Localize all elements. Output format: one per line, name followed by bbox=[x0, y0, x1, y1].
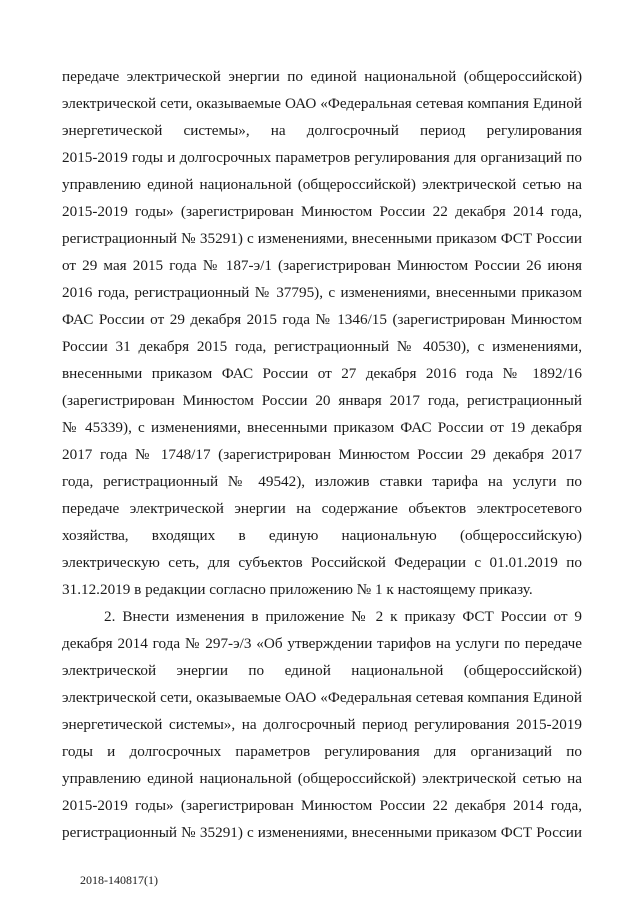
text-line: электрической сети, оказываемые ОАО «Федеральная сетевая компания Единой bbox=[62, 689, 582, 706]
text-line: управлению единой национальной (общероссийской) электрической сетью на bbox=[62, 770, 582, 787]
text-line: электрическую сеть, для субъектов Российской Федерации с 01.01.2019 по bbox=[62, 554, 582, 571]
document-footer-id: 2018-140817(1) bbox=[80, 873, 158, 887]
text-line: управлению единой национальной (общероссийской) электрической сетью на bbox=[62, 176, 582, 193]
text-line: регистрационный № 35291) с изменениями, внесенными приказом ФСТ России bbox=[62, 230, 582, 247]
text-line: 2015-2019 годы» (зарегистрирован Минюстом России 22 декабря 2014 года, bbox=[62, 797, 582, 814]
text-line: 2015-2019 годы» (зарегистрирован Минюстом России 22 декабря 2014 года, bbox=[62, 203, 582, 220]
text-line: годы и долгосрочных параметров регулирования для организаций по bbox=[62, 743, 582, 760]
text-line: энергетической системы», на долгосрочный период регулирования bbox=[62, 122, 582, 139]
text-line: года, регистрационный № 49542), изложив ставки тарифа на услуги по bbox=[62, 473, 582, 490]
text-line: декабря 2014 года № 297-э/3 «Об утверждении тарифов на услуги по передаче bbox=[62, 635, 582, 652]
paragraph-2-first-line: 2. Внести изменения в приложение № 2 к приказу ФСТ России от 9 bbox=[104, 608, 582, 625]
text-line: ФАС России от 29 декабря 2015 года № 1346/15 (зарегистрирован Минюстом bbox=[62, 311, 582, 328]
text-line: электрической энергии по единой национальной (общероссийской) bbox=[62, 662, 582, 679]
text-line: внесенными приказом ФАС России от 27 декабря 2016 года № 1892/16 bbox=[62, 365, 582, 382]
text-line: регистрационный № 35291) с изменениями, внесенными приказом ФСТ России bbox=[62, 824, 582, 841]
text-line: хозяйства, входящих в единую национальную (общероссийскую) bbox=[62, 527, 582, 544]
text-line: 2015-2019 годы и долгосрочных параметров регулирования для организаций по bbox=[62, 149, 582, 166]
text-line: электрической сети, оказываемые ОАО «Федеральная сетевая компания Единой bbox=[62, 95, 582, 112]
text-line: передаче электрической энергии по единой национальной (общероссийской) bbox=[62, 68, 582, 85]
text-line: (зарегистрирован Минюстом России 20 января 2017 года, регистрационный bbox=[62, 392, 582, 409]
text-line: России 31 декабря 2015 года, регистрационный № 40530), с изменениями, bbox=[62, 338, 582, 355]
text-line: № 45339), с изменениями, внесенными приказом ФАС России от 19 декабря bbox=[62, 419, 582, 436]
text-line: 2017 года № 1748/17 (зарегистрирован Минюстом России 29 декабря 2017 bbox=[62, 446, 582, 463]
text-line: энергетической системы», на долгосрочный период регулирования 2015-2019 bbox=[62, 716, 582, 733]
text-line: от 29 мая 2015 года № 187-э/1 (зарегистрирован Минюстом России 26 июня bbox=[62, 257, 582, 274]
text-line: 31.12.2019 в редакции согласно приложению № 1 к настоящему приказу. bbox=[62, 581, 533, 598]
text-line: передаче электрической энергии на содержание объектов электросетевого bbox=[62, 500, 582, 517]
text-line: 2016 года, регистрационный № 37795), с изменениями, внесенными приказом bbox=[62, 284, 582, 301]
